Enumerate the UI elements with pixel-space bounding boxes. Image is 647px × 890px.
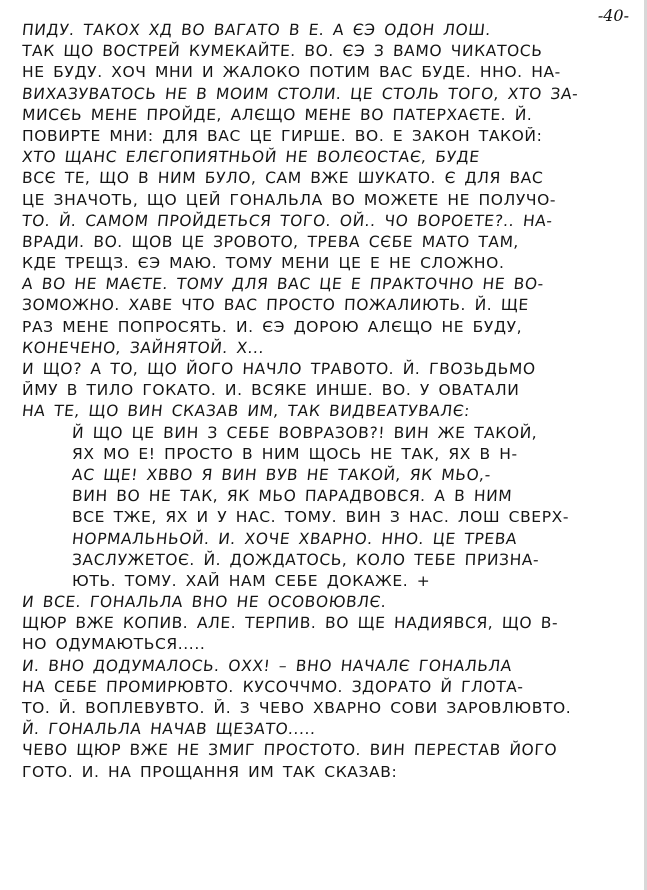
text-line: ВИХАЗУВАТОСЬ НЕ В МОИМ СТОЛИ. ЦЕ СТОЛЬ ТОГО, ХТО ЗА- — [21, 84, 580, 103]
text-line: НА ТЕ, ЩО ВИН СКАЗАВ ИМ, ТАК ВИДВЕАТУВАЛЄ: — [21, 402, 471, 421]
text-line: ХТО ЩАНС ЕЛЄГОПИЯТНЬОЙ НЕ ВОЛЄОСТАЄ, БУДЕ — [21, 148, 481, 167]
text-line: ВСЕ ТЖЕ, ЯХ И У НАС. ТОМУ. ВИН З НАС. ЛОШ СВЕРХ- — [72, 508, 570, 527]
text-line: ПОВИРТЕ МНИ: ДЛЯ ВАС ЦЕ ГИРШЕ. ВО. Е ЗАКОН ТАКОЙ: — [22, 126, 543, 145]
text-line: И ВСЕ. ГОНАЛЬЛА ВНО НЕ ОСОВОЮВЛЄ. — [21, 593, 388, 612]
text-line: ЙМУ В ТИЛО ГОКАТО. И. ВСЯКЕ ИНШЕ. ВО. У ОВАТАЛИ — [22, 381, 520, 400]
text-line: КДЕ ТРЕЩЗ. ЄЭ МАЮ. ТОМУ МЕНИ ЦЕ Е НЕ СЛОЖНО. — [22, 254, 505, 273]
text-line: АС ЩЕ! ХВВО Я ВИН ВУВ НЕ ТАКОЙ, ЯК МЬО,- — [71, 465, 492, 484]
text-line: ЯХ МО Е! ПРОСТО В НИМ ЩОСЬ НЕ ТАК, ЯХ В Н- — [72, 444, 518, 463]
text-line: ЩЮР ВЖЕ КОПИВ. АЛЕ. ТЕРПИВ. ВО ЩЕ НАДИЯВСЯ, ЩО В- — [21, 614, 559, 633]
text-line: ЦЕ ЗНАЧОТЬ, ЩО ЦЕЙ ГОНАЛЬЛА ВО МОЖЕТЕ НЕ ПОЛУЧО- — [22, 190, 557, 209]
text-line: ТО. Й. САМОМ ПРОЙДЕТЬСЯ ТОГО. ОЙ.. ЧО ВОРОЕТЕ?.. НА- — [21, 211, 554, 230]
text-line: КОНЕЧЕНО, ЗАЙНЯТОЙ. Х... — [21, 338, 266, 357]
page-number: -40- — [597, 6, 629, 25]
text-line: НОРМАЛЬНЬОЙ. И. ХОЧЕ ХВАРНО. ННО. ЦЕ ТРЕВА — [71, 529, 519, 548]
text-line: ТАК ЩО ВОСТРЕЙ КУМЕКАЙТЕ. ВО. ЄЭ З ВАМО ЧИКАТОСЬ — [21, 42, 543, 61]
text-line: ВРАДИ. ВО. ЩОВ ЦЕ ЗРОВОТО, ТРЕВА СЄБЕ МАТО ТАМ, — [21, 232, 520, 251]
text-line: НЕ БУДУ. ХОЧ МНИ И ЖАЛОКО ПОТИМ ВАС БУДЕ. ННО. НА- — [22, 63, 561, 82]
text-line: ГОТО. И. НА ПРОЩАННЯ ИМ ТАК СКАЗАВ: — [22, 762, 398, 781]
handwritten-text-block — [22, 20, 622, 783]
text-line: А ВО НЕ МАЄТЕ. ТОМУ ДЛЯ ВАС ЦЕ Е ПРАКТОЧНО НЕ ВО- — [21, 275, 545, 294]
text-line: НА СЕБЕ ПРОМИРЮВТО. КУСОЧЧМО. ЗДОРАТО Й ГЛОТА- — [21, 677, 525, 696]
text-line: ТО. Й. ВОПЛЕВУВТО. Й. З ЧЕВО ХВАРНО СОВИ ЗАРОВЛЮВТО. — [22, 699, 572, 717]
text-line: МИСЄЬ МЕНЕ ПРОЙДЕ, АЛЄЩО МЕНЕ ВО ПАТЕРХАЄТЕ. Й. — [21, 105, 533, 124]
text-line: ВИН ВО НЕ ТАК, ЯК МЬО ПАРАДВОВСЯ. А В НИМ — [71, 487, 513, 506]
text-line: И ЩО? А ТО, ЩО ЙОГО НАЧЛО ТРАВОТО. Й. ГВОЗЬДЬМО — [21, 360, 537, 378]
text-line: ВСЄ ТЕ, ЩО В НИМ БУЛО, САМ ВЖЕ ШУКАТО. Є ДЛЯ ВАС — [21, 169, 544, 188]
text-line: НО ОДУМАЮТЬСЯ..... — [22, 635, 206, 654]
text-line: ЗАСЛУЖЕТОЄ. Й. ДОЖДАТОСЬ, КОЛО ТЕБЕ ПРИЗНА- — [71, 550, 540, 569]
text-line: ЮТЬ. ТОМУ. ХАЙ НАМ СЕБЕ ДОКАЖЕ. + — [72, 571, 431, 590]
text-line: ЧЕВО ЩЮР ВЖЕ НЕ ЗМИГ ПРОСТОТО. ВИН ПЕРЕСТАВ ЙОГО — [21, 741, 558, 760]
text-line: ЗОМОЖНО. ХАВЕ ЧТО ВАС ПРОСТО ПОЖАЛИЮТЬ. Й. ЩЕ — [21, 296, 530, 315]
text-line: Й ЩО ЦЕ ВИН З СЕБЕ ВОВРАЗОВ?! ВИН ЖЕ ТАКОЙ, — [71, 423, 538, 442]
text-line: И. ВНО ДОДУМАЛОСЬ. ОХХ! – ВНО НАЧАЛЄ ГОНАЛЬЛА — [21, 656, 513, 675]
text-line: Й. ГОНАЛЬЛА НАЧАВ ЩЕЗАТО..... — [21, 720, 317, 739]
text-line: ПИДУ. ТАКОХ ХД ВО ВАГАТО В Е. А ЄЭ ОДОН ЛОШ. — [21, 21, 492, 39]
text-line: РАЗ МЕНЕ ПОПРОСЯТЬ. И. ЄЭ ДОРОЮ АЛЄЩО НЕ БУДУ, — [22, 317, 523, 336]
